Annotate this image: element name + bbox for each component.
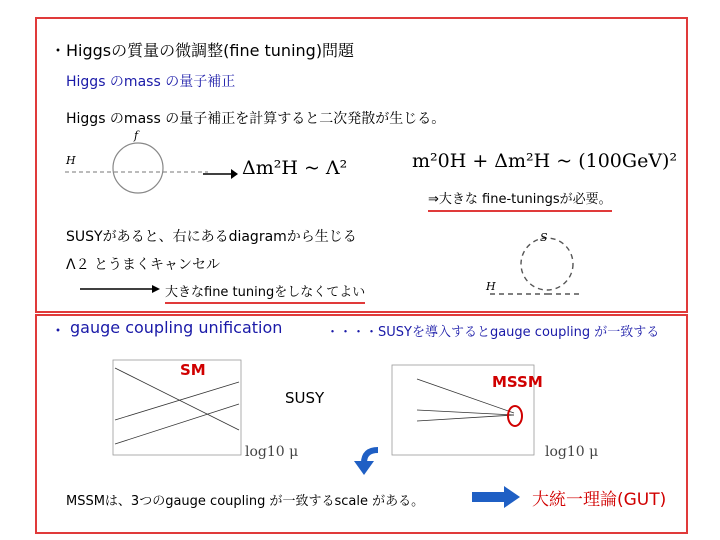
section2-title: gauge coupling unification <box>70 318 283 337</box>
log-label-left: log10 μ <box>245 444 299 460</box>
lambda-line: Λ２ とうまくキャンセル <box>66 257 221 273</box>
section1-sentence: Higgs のmass の量子補正を計算すると二次発散が生じる。 <box>66 111 446 127</box>
no-fine-tuning: 大きなfine tuningをしなくてよい <box>165 281 365 304</box>
log-label-right: log10 μ <box>545 444 599 460</box>
mssm-alpha2-line <box>417 410 514 415</box>
long-arrow-icon <box>80 284 160 294</box>
sm-label: SM <box>180 361 206 379</box>
mssm-alpha3-line <box>417 415 514 421</box>
formula-left: Δm²H ~ Λ² <box>242 157 348 179</box>
unification-point-icon <box>505 404 525 428</box>
section1-subtitle: Higgs のmass の量子補正 <box>66 74 236 90</box>
diagram1-label-h: H <box>66 154 76 167</box>
higgs-loop-diagram <box>60 140 210 200</box>
sm-running-plot <box>113 360 243 460</box>
section1-title: Higgsの質量の微調整(fine tuning)問題 <box>66 41 355 60</box>
susy-label: SUSY <box>285 389 325 407</box>
formula-right: m²0H + Δm²H ~ (100GeV)² <box>412 150 678 172</box>
sm-alpha1-line <box>115 368 239 430</box>
section2-note: ・・・・SUSYを導入するとgauge coupling が一致する <box>326 325 660 340</box>
curved-down-arrow-icon <box>352 447 382 477</box>
mssm-label: MSSM <box>492 373 543 391</box>
diagram1-label-f: f <box>134 129 139 142</box>
diagram2-label-s: S <box>540 231 548 244</box>
sm-alpha3-line <box>115 404 239 444</box>
diagram2-label-h: H <box>486 280 496 293</box>
gut-label: 大統一理論(GUT) <box>532 490 667 510</box>
fermion-loop <box>113 143 163 193</box>
fine-tuning-conclusion: ⇒大きな fine-tuningsが必要。 <box>428 188 612 212</box>
scalar-loop <box>521 238 573 290</box>
bullet-1: ・ <box>50 41 67 60</box>
bullet-2: ・ <box>50 321 67 340</box>
right-arrow-icon <box>203 168 238 180</box>
gut-arrow-icon <box>472 486 522 508</box>
section2-conclusion: MSSMは、3つのgauge coupling が一致するscale がある。 <box>66 494 425 509</box>
sm-alpha2-line <box>115 382 239 420</box>
susy-line: SUSYがあると、右にあるdiagramから生じる <box>66 229 357 245</box>
